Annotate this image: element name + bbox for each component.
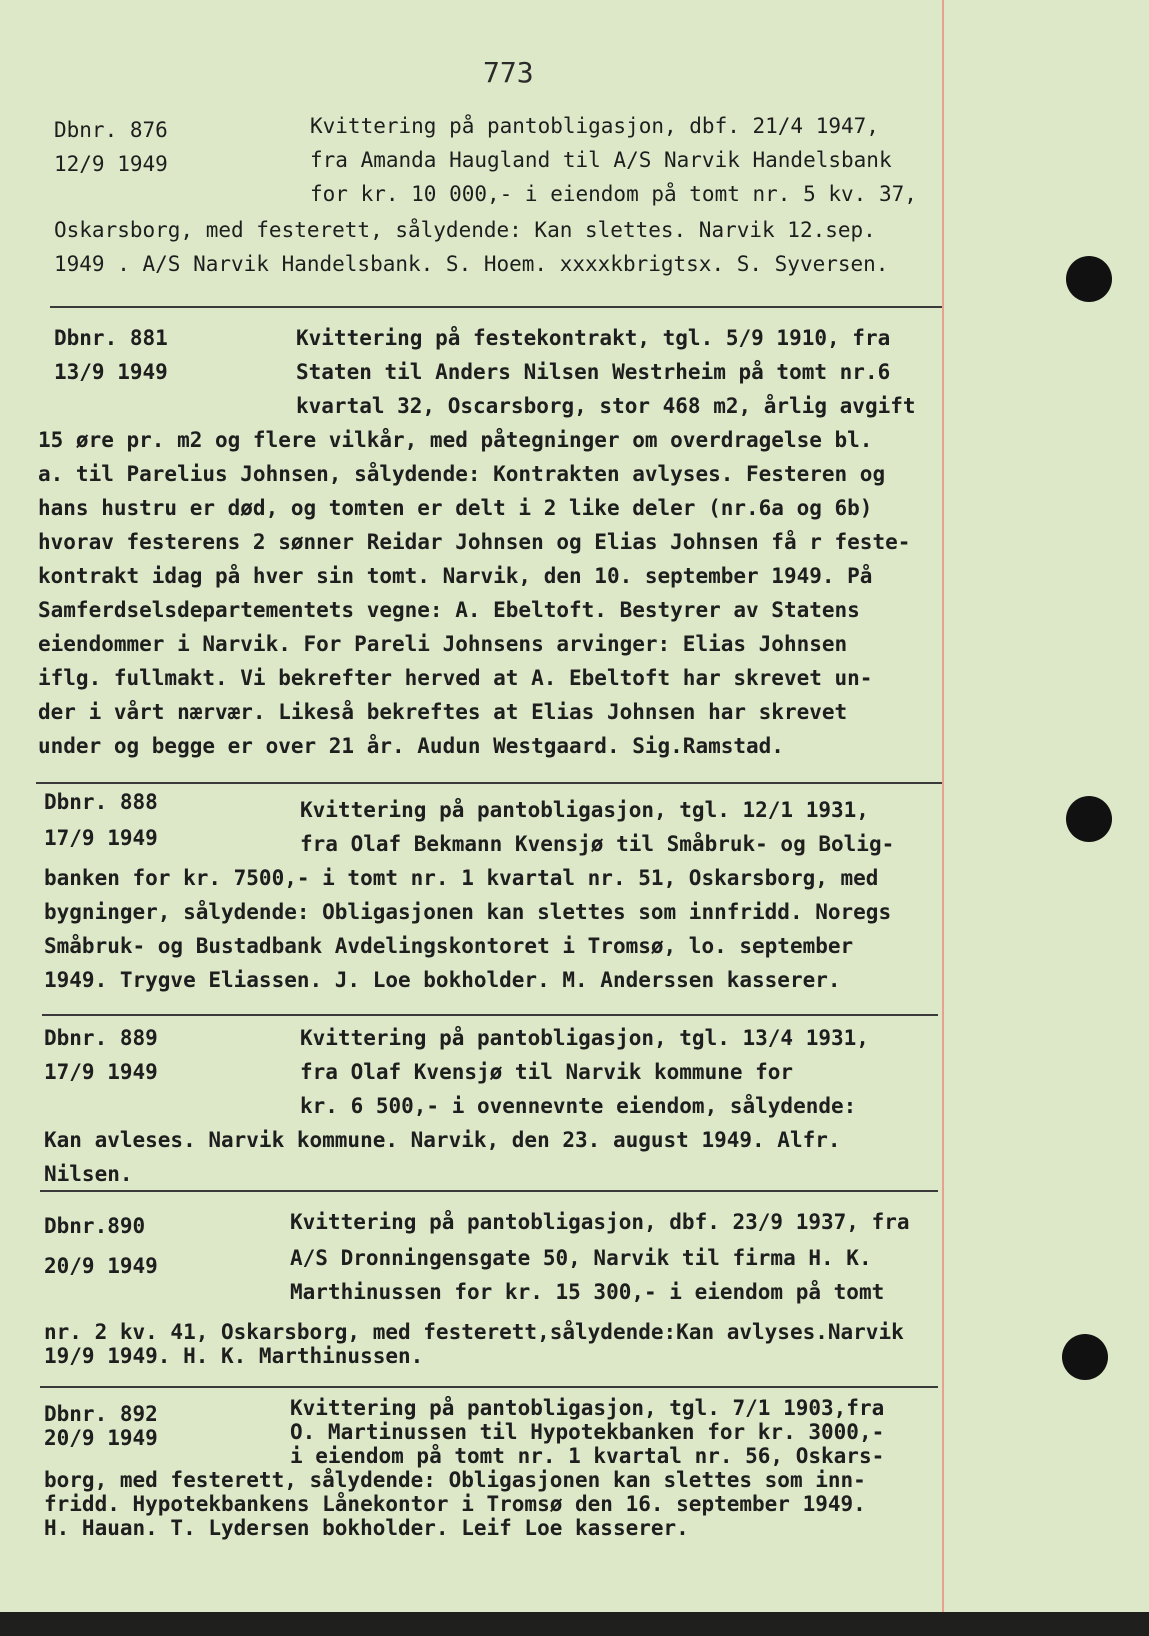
entry-line: Kan avleses. Narvik kommune. Narvik, den 23. august 1949. Alfr. — [44, 1128, 841, 1152]
entry-line: hans hustru er død, og tomten er delt i 2 like deler (nr.6a og 6b) — [38, 496, 873, 520]
entry-line: hvorav festerens 2 sønner Reidar Johnsen og Elias Johnsen få r feste- — [38, 530, 911, 554]
punch-hole — [1066, 796, 1112, 842]
entry-date: 20/9 1949 — [44, 1254, 158, 1278]
entry-line: kvartal 32, Oscarsborg, stor 468 m2, årlig avgift — [296, 394, 916, 418]
entry-line: a. til Parelius Johnsen, sålydende: Kontrakten avlyses. Festeren og — [38, 462, 886, 486]
entry-separator — [36, 782, 942, 784]
entry-line: 19/9 1949. H. K. Marthinussen. — [44, 1344, 424, 1368]
margin-rule — [942, 0, 944, 1612]
entry-line: Oskarsborg, med festerett, sålydende: Kan slettes. Narvik 12.sep. — [54, 218, 876, 242]
entry-line: Marthinussen for kr. 15 300,- i eiendom på tomt — [290, 1280, 885, 1304]
entry-line: fra Amanda Haugland til A/S Narvik Handelsbank — [310, 148, 892, 172]
entry-line: H. Hauan. T. Lydersen bokholder. Leif Loe kasserer. — [44, 1516, 689, 1540]
punch-hole — [1066, 256, 1112, 302]
entry-line: banken for kr. 7500,- i tomt nr. 1 kvartal nr. 51, Oskarsborg, med — [44, 866, 879, 890]
entry-line: iflg. fullmakt. Vi bekrefter herved at A. Ebeltoft har skrevet un- — [38, 666, 873, 690]
entry-line: 15 øre pr. m2 og flere vilkår, med påtegninger om overdragelse bl. — [38, 428, 873, 452]
entry-line: Kvittering på pantobligasjon, tgl. 7/1 1903,fra — [290, 1396, 885, 1420]
entry-separator — [50, 306, 942, 308]
entry-line: borg, med festerett, sålydende: Obligasjonen kan slettes som inn- — [44, 1468, 866, 1492]
entry-line: fra Olaf Bekmann Kvensjø til Småbruk- og Bolig- — [300, 832, 895, 856]
entry-line: kontrakt idag på hver sin tomt. Narvik, den 10. september 1949. På — [38, 564, 873, 588]
entry-line: 1949 . A/S Narvik Handelsbank. S. Hoem. xxxxkbrigtsx. S. Syversen. — [54, 252, 889, 276]
entry-line: eiendommer i Narvik. For Pareli Johnsens arvinger: Elias Johnsen — [38, 632, 848, 656]
entry-number: Dbnr. 892 — [44, 1402, 158, 1426]
entry-line: O. Martinussen til Hypotekbanken for kr. 3000,- — [290, 1420, 885, 1444]
entry-line: for kr. 10 000,- i eiendom på tomt nr. 5 kv. 37, — [310, 182, 917, 206]
entry-number: Dbnr. 881 — [54, 326, 168, 350]
entry-line: Staten til Anders Nilsen Westrheim på tomt nr.6 — [296, 360, 891, 384]
entry-separator — [42, 1014, 938, 1016]
entry-date: 12/9 1949 — [54, 152, 168, 176]
entry-line: kr. 6 500,- i ovennevnte eiendom, sålydende: — [300, 1094, 857, 1118]
scan-edge — [0, 1612, 1149, 1636]
entry-line: Kvittering på festekontrakt, tgl. 5/9 1910, fra — [296, 326, 891, 350]
entry-number: Dbnr. 876 — [54, 118, 168, 142]
entry-line: A/S Dronningensgate 50, Narvik til firma H. K. — [290, 1246, 872, 1270]
entry-number: Dbnr.890 — [44, 1214, 146, 1238]
entry-date: 13/9 1949 — [54, 360, 168, 384]
entry-line: fra Olaf Kvensjø til Narvik kommune for — [300, 1060, 794, 1084]
entry-number: Dbnr. 888 — [44, 790, 158, 814]
entry-date: 17/9 1949 — [44, 826, 158, 850]
entry-line: fridd. Hypotekbankens Lånekontor i Tromsø den 16. september 1949. — [44, 1492, 866, 1516]
punch-hole — [1062, 1334, 1108, 1380]
entry-line: der i vårt nærvær. Likeså bekreftes at Elias Johnsen har skrevet — [38, 700, 848, 724]
entry-line: Nilsen. — [44, 1162, 133, 1186]
entry-line: Kvittering på pantobligasjon, tgl. 12/1 1931, — [300, 798, 869, 822]
entry-line: 1949. Trygve Eliassen. J. Loe bokholder. M. Anderssen kasserer. — [44, 968, 841, 992]
entry-line: Kvittering på pantobligasjon, dbf. 23/9 1937, fra — [290, 1210, 910, 1234]
page-number: 773 — [483, 56, 534, 89]
entry-line: Kvittering på pantobligasjon, dbf. 21/4 1947, — [310, 114, 879, 138]
entry-number: Dbnr. 889 — [44, 1026, 158, 1050]
entry-line: nr. 2 kv. 41, Oskarsborg, med festerett,sålydende:Kan avlyses.Narvik — [44, 1320, 904, 1344]
entry-separator — [40, 1190, 938, 1192]
entry-line: Småbruk- og Bustadbank Avdelingskontoret i Tromsø, lo. september — [44, 934, 854, 958]
entry-line: bygninger, sålydende: Obligasjonen kan slettes som innfridd. Noregs — [44, 900, 892, 924]
entry-date: 17/9 1949 — [44, 1060, 158, 1084]
entry-line: Kvittering på pantobligasjon, tgl. 13/4 1931, — [300, 1026, 869, 1050]
entry-separator — [40, 1386, 938, 1388]
entry-line: i eiendom på tomt nr. 1 kvartal nr. 56, Oskars- — [290, 1444, 885, 1468]
entry-line: Samferdselsdepartementets vegne: A. Ebeltoft. Bestyrer av Statens — [38, 598, 860, 622]
entry-line: under og begge er over 21 år. Audun Westgaard. Sig.Ramstad. — [38, 734, 784, 758]
entry-date: 20/9 1949 — [44, 1426, 158, 1450]
